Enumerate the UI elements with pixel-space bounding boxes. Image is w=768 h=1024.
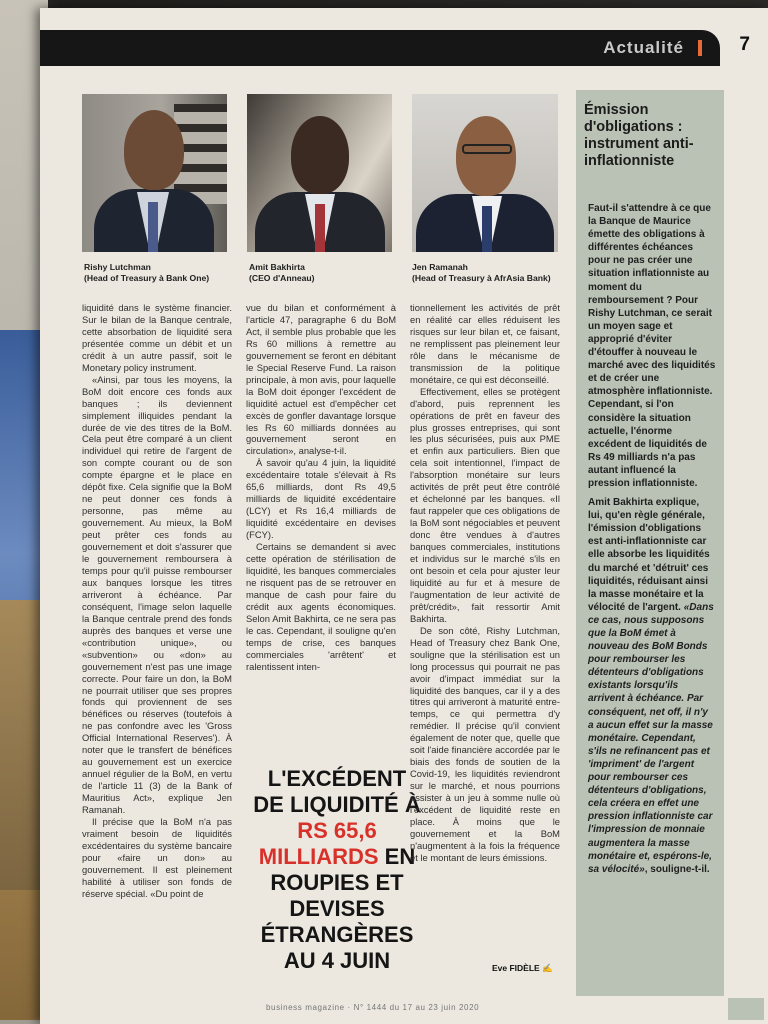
pen-icon: ✍	[542, 963, 553, 973]
page-number: 7	[739, 34, 750, 55]
section-label: Actualité	[603, 38, 684, 57]
paragraph: liquidité dans le système financier. Sur le bilan de la Banque centrale, cette absorbation de liquidité sera présentée comme un débit et un crédit à un autre passif, soit le Monetary policy instrument.	[82, 302, 232, 373]
paragraph: Certains se demandent si avec cette opération de stérilisation de liquidité, les banques commerciales ne risquent pas de se retrouver en manque de cash pour faire du crédit aux agents économiques. Selon Amit Bakhirta, ce ne sera pas le cas. Cependant, il souligne qu'en temps de crise, ces banques commerciales 'arrêtent' et ralentissent inten-	[246, 541, 396, 672]
page-footer: business magazine · N° 1444 du 17 au 23 juin 2020	[266, 1003, 480, 1012]
paragraph: Effectivement, elles se protègent d'abord, puis reprennent les opérations de prêt en faveur des plus grosses entreprises, qui sont les plus sécurisées, puis aux PME et enfin aux particuliers. Bien que cela soit intentionnel, l'impact de l'absorption monétaire sur leurs activités de prêt peut être contrôlé et échelonné par les banques. «Il faut rappeler que ces obligations de la BoM sont négociables et peuvent donc être vendues à d'autres banques commerciales, institutions et individus sur le marché s'ils en ont besoin et cela pour ajuster leur liquidité au fur et à mesure de l'augmentation de leur activité de prêt/crédit», fait ressortir Amit Bakhirta.	[410, 385, 560, 624]
pull-quote-highlight: RS 65,6 MILLIARDS	[258, 818, 379, 869]
photo-amit-bakhirta	[247, 94, 392, 252]
paragraph: Il précise que la BoM n'a pas vraiment besoin de liquidités excédentaires du système bancaire pour «faire un don» au gouvernement. Il est pleinement habilité à utiliser son fonds de réserve spécial. «Du point de	[82, 815, 232, 899]
photo-rishy-lutchman	[82, 94, 227, 252]
paragraph: «Ainsi, par tous les moyens, la BoM doit encore ces fonds aux banques ; ils deviennent simplement illiquides pendant la durée de vie des titres de la BoM. Cela peut être comparé à un client individuel qui retire de l'argent de son compte courant ou de son compte épargne et le place en dépôt fixe. Cela signifie que la BoM ne peut donner ces fonds à personne, pas même au gouvernement. Au mieux, la BoM peut prêter ces fonds au gouvernement et doit s'assurer que le gouvernement remboursera à temps pour qu'il puisse rembourser aux banques lorsque les titres arriveront à échéance. Par conséquent, l'image selon laquelle la Banque centrale prend des fonds auprès des banques et verse une «contribution unique», ou «subvention» ou «don» au gouvernement n'est pas une image correcte. Pour faire un don, la BoM ne pourrait utiliser que ses propres fonds qui proviennent de ses bénéfices ou réserves (toutefois à ne pas confondre avec les 'Gross Official International Reserves'). À noter que le transfert de bénéfices au gouvernement est un exercice annuel régulier de la BoM, en vertu de l'article 11 (3) de la Bank of Mauritius Act», explique Jen Ramanah.	[82, 373, 232, 816]
article-column-1	[82, 302, 232, 900]
section-accent-mark	[698, 40, 702, 56]
corner-tab	[728, 998, 764, 1020]
section-header-bar	[40, 30, 720, 66]
sidebar-box	[576, 90, 724, 996]
caption-amit-bakhirta: Amit Bakhirta (CEO d'Anneau)	[249, 262, 315, 283]
article-column-3	[410, 302, 560, 864]
photo-jen-ramanah	[412, 94, 558, 252]
paragraph: À savoir qu'au 4 juin, la liquidité excédentaire totale s'élevait à Rs 65,6 milliards, dont Rs 49,5 milliards de liquidité excédentaire (LCY) et Rs 16,4 milliards de liquidité excédentaire en devises (FCY).	[246, 457, 396, 541]
pull-quote: L'EXCÉDENT DE LIQUIDITÉ À RS 65,6 MILLIARDS EN ROUPIES ET DEVISES ÉTRANGÈRES AU 4 JUIN	[253, 766, 421, 973]
sidebar-title: Émission d'obligations : instrument anti-inflationniste	[584, 102, 694, 169]
paragraph: vue du bilan et conformément à l'article 47, paragraphe 6 du BoM Act, il semble plus probable que les Rs 60 millions à remettre au gouvernement se feront en débitant le Special Reserve Fund. La raison principale, à mon avis, pour laquelle la BoM doit éponger l'excédent de liquidité actuel est d'empêcher cet excès de gonfler davantage lorsque les Rs 60 milliards données au gouvernement seront en circulation», analyse-t-il.	[246, 302, 396, 457]
caption-jen-ramanah: Jen Ramanah (Head of Treasury à AfrAsia Bank)	[412, 262, 551, 283]
sidebar-text: Faut-il s'attendre à ce que la Banque de Maurice émette des obligations à différentes échéances pour ne pas créer une situation inflationniste au moment du remboursement ? Pour Rishy Lutchman, ce serait un moyen sage et approprié d'éviter d'étouffer à nouveau le marché avec des liquidités et de créer une atmosphère inflationniste. Cependant, si l'on considère la situation actuelle, l'énorme excédent de liquidités de Rs 49 milliards n'a pas autant influencé la pression inflationniste. Amit Bakhirta explique, lui, qu'en règle générale, l'émission d'obligations est anti-inflationniste car elle absorbe les liquidités du marché et 'détruit' ces liquidités, réduisant ainsi la masse monétaire et la vélocité de l'argent. «Dans ce cas, nous supposons que la BoM émet à nouveau des BoM Bonds pour rembourser les détenteurs d'obligations existants lorsqu'ils arrivent à échéance. Par conséquent, net off, il n'y a aucun effet sur la masse monétaire. Cependant, s'ils ne refinancent pas et 'impriment' de l'argent pour rembourser ces détenteurs d'obligations, cela créera en effet une pression inflationniste car l'impression de monnaie augmentera la masse monétaire et, espérons-le, sa vélocité», souligne-t-il.	[588, 203, 716, 875]
article-column-2	[246, 302, 396, 673]
magazine-page	[40, 8, 768, 1024]
paragraph: tionnellement les activités de prêt en réalité car elles réduisent les risques sur leur bilan et, ce faisant, ne remplissent pas pleinement leur rôle dans le mécanisme de transmission de la politique monétaire, ce qui est déconseillé.	[410, 302, 560, 385]
author-byline: Eve FIDÈLE ✍	[492, 963, 553, 973]
paragraph: De son côté, Rishy Lutchman, Head of Treasury chez Bank One, souligne que la stérilisation est un long processus qui pourrait ne pas avoir d'impact immédiat sur la liquidité des banques, car il y a des titres qui arriveront à maturité entre-temps, ce qui permettra d'y remédier. Il précise qu'il convient également de noter que, quelle que soit l'aide financière accordée par le biais des fonds de soutien de la Covid-19, les liquidités reviendront sur le marché, et nous pourrions assister à un jeu à somme nulle où l'excédent de liquidité reste en place. À moins que le gouvernement et la BoM n'augmentent à la fois la fréquence et le montant de leurs émissions.	[410, 624, 560, 863]
caption-rishy-lutchman: Rishy Lutchman (Head of Treasury à Bank One)	[84, 262, 210, 283]
